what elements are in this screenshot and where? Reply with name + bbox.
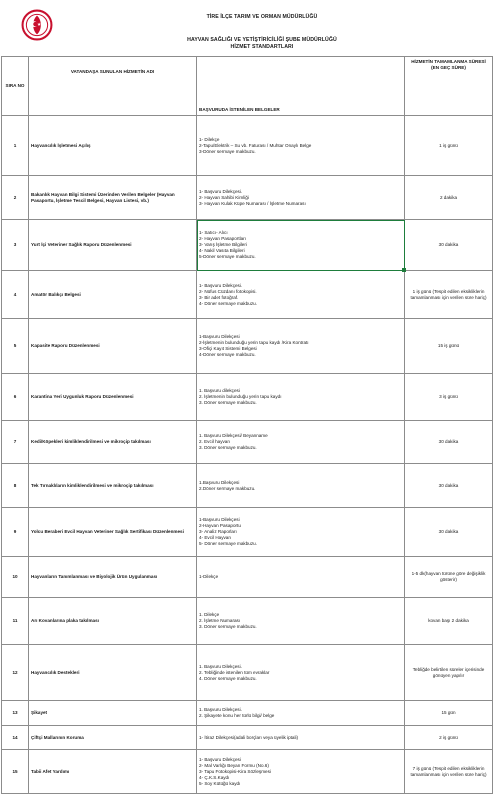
document-item: 3-Ofiçi Kayıt Sistemi Belgesi	[199, 346, 257, 351]
table-row	[2, 271, 493, 319]
document-item: 4- Evcil Hayvan	[199, 535, 231, 540]
document-item: 1. Dilekçe	[199, 612, 220, 617]
document-item: 2. İşletme Numarası	[199, 618, 241, 623]
service-name: Kapasite Raporu Düzenlenmesi	[29, 319, 197, 374]
table-row	[2, 645, 493, 701]
required-documents[interactable]	[197, 421, 405, 464]
document-item: 5- Soy Kütüğü kaydı	[199, 780, 241, 786]
table-row	[2, 319, 493, 374]
required-documents[interactable]	[197, 271, 405, 319]
document-item: 1- Başvuru Dilekçesi	[199, 756, 241, 762]
completion-time: 2 dakika	[405, 176, 493, 220]
completion-time: 30 dakika	[405, 464, 493, 508]
table-row	[2, 726, 493, 750]
table-row	[2, 557, 493, 598]
ministry-logo	[20, 8, 54, 42]
document-item: 1-Başvuru Dilekçesi	[199, 334, 240, 339]
row-number: 13	[2, 701, 29, 726]
document-item: 2-Tapu/Elektrik – Su vb. Faturası / Muhtar Onaylı Belge	[199, 142, 312, 148]
completion-time: 7 iş günü (Tespit edilen eksikliklerin tamamlanması için verilen süre hariç)	[405, 750, 493, 794]
document-item: 4-Döner sermaye makbuzu.	[199, 352, 256, 357]
completion-time: 1 iş günü	[405, 116, 493, 176]
required-documents[interactable]	[197, 374, 405, 421]
page-subtitle: HİZMET STANDARTLARI	[230, 44, 294, 50]
document-item: 1- Dilekçe	[199, 136, 220, 142]
document-item: 2- Mal Varlığı Beyan Formu (No.6)	[199, 762, 269, 768]
document-item: 4- Döner sermaye makbuzu.	[199, 300, 257, 306]
document-item: 1. Başvuru Dilekçesi/ Beyanname	[199, 433, 268, 438]
document-item: 2- Nüfus Cüzdanı fotokopisi.	[199, 288, 257, 294]
row-number: 1	[2, 116, 29, 176]
document-item: 1- Başvuru Dilekçesi.	[199, 282, 243, 288]
completion-time: 1 iş günü (Tespit edilen eksikliklerin tamamlanması için verilen süre hariç)	[405, 271, 493, 319]
service-name: Hayvancılık İşletmesi Açılış	[29, 116, 197, 176]
document-item: 1. Başvuru Dilekçesi.	[199, 663, 242, 669]
document-item: 1- İtiraz Dilekçesi(adali borçları veya üyelik iptali)	[199, 734, 299, 740]
row-number: 7	[2, 421, 29, 464]
document-item: 2.Döner sermaye makbuzu.	[199, 485, 256, 491]
row-number: 10	[2, 557, 29, 598]
service-name: Karantina Yeri Uygunluk Raporu Düzenlenmesi	[29, 374, 197, 421]
service-name: Hayvanların Tanımlanması ve Biyolojik Ürün Uygulanması	[29, 557, 197, 598]
required-documents[interactable]	[197, 220, 405, 271]
service-name: Arı Kovanlarına plaka takılması	[29, 598, 197, 645]
service-name: Hayvancılık Destekleri	[29, 645, 197, 701]
service-name: Çiftçi Mallarının Koruma	[29, 726, 197, 750]
required-documents[interactable]	[197, 508, 405, 557]
document-item: 1.Başvuru Dilekçesi	[199, 479, 240, 485]
required-documents[interactable]	[197, 598, 405, 645]
document-item: 3- Varış İşletme Bilgileri	[199, 242, 247, 247]
table-row	[2, 374, 493, 421]
document-item: 3-Döner sermaye makbuzu.	[199, 148, 256, 154]
required-documents[interactable]	[197, 176, 405, 220]
table-row	[2, 598, 493, 645]
service-name: Şikayet	[29, 701, 197, 726]
row-number: 11	[2, 598, 29, 645]
table-row	[2, 220, 493, 271]
table-row	[2, 750, 493, 794]
table-body	[2, 116, 493, 794]
row-number: 3	[2, 220, 29, 271]
row-number: 4	[2, 271, 29, 319]
service-name: Tabii Afet Yardımı	[29, 750, 197, 794]
document-item: 4- Ç.K.S.Kaydı	[199, 774, 230, 780]
table-row	[2, 464, 493, 508]
row-number: 15	[2, 750, 29, 794]
row-number: 12	[2, 645, 29, 701]
document-item: 3. Döner sermaye makbuzu.	[199, 400, 257, 405]
document-item: 2- Hayvan Pasaportları	[199, 236, 246, 241]
completion-time: 30 dakika	[405, 508, 493, 557]
service-name: Yolcu Beraberi Evcil Hayvan Veteriner Sağlık Sertifikası Düzenlenmesi	[29, 508, 197, 557]
document-item: 2-İşletmenin bulunduğu yerin tapu kaydı /Kira Kontratı	[199, 340, 309, 345]
completion-time: 15 iş günü	[405, 319, 493, 374]
document-item: 3- Analiz Raporları	[199, 529, 237, 534]
row-number: 14	[2, 726, 29, 750]
document-item: 1- Satıcı- Alıcı	[199, 230, 228, 235]
service-name: Yurt İçi Veteriner Sağlık Raporu Düzenlenmesi	[29, 220, 197, 271]
required-documents[interactable]	[197, 726, 405, 750]
completion-time: 30 dakika	[405, 421, 493, 464]
service-name: Bakanlık Hayvan Bilgi Sistemi Üzerinden Verilen Belgeler (Hayvan Pasaportu, İşletme Tescil Belgesi, Hayvan Listesi, vb.)	[29, 176, 197, 220]
document-item: 3- Bir adet fotoğraf.	[199, 294, 239, 300]
document-item: 2. Şikayete konu her türlü bilgi/ belge	[199, 713, 275, 718]
document-item: 2-Hayvan Pasaportu	[199, 523, 241, 528]
required-documents[interactable]	[197, 645, 405, 701]
required-documents[interactable]	[197, 319, 405, 374]
service-name: Kedi/Köpekleri kimliklendirilmesi ve mikroçip takılması	[29, 421, 197, 464]
document-item: 1-Dilekçe	[199, 574, 219, 579]
column-header-no: SIRA NO	[2, 57, 29, 116]
table-row	[2, 701, 493, 726]
service-standards-table	[1, 56, 493, 794]
document-item: 4- Nakil Vasıta Bilgileri	[199, 248, 245, 253]
document-item: 5- Döner sermaye makbuzu.	[199, 541, 257, 546]
required-documents[interactable]	[197, 701, 405, 726]
document-item: 4. Döner sermaye makbuzu.	[199, 675, 257, 681]
table-row	[2, 176, 493, 220]
document-item: 3. Döner sermaye makbuzu.	[199, 445, 257, 450]
document-item: 1-Başvuru Dilekçesi	[199, 517, 240, 522]
completion-time: Tebliğde belirtilen süreler içerisinde gönüyen yapılır	[405, 645, 493, 701]
required-documents[interactable]	[197, 116, 405, 176]
directorate-title: TİRE İLÇE TARIM VE ORMAN MÜDÜRLÜĞÜ	[206, 14, 318, 20]
document-item: 3- Hayvan Kulak Küpe Numarası / İşletme Numarası	[199, 200, 306, 206]
completion-time: kovan başı 2 dakika	[405, 598, 493, 645]
document-item: 3- Tapu Fotokopisi-Kira Sözleşmesi	[199, 768, 271, 774]
document-item: 1- Başvuru Dilekçesi.	[199, 188, 243, 194]
row-number: 9	[2, 508, 29, 557]
required-documents[interactable]	[197, 750, 405, 794]
required-documents[interactable]	[197, 464, 405, 508]
document-item: 2. İşletmenin bulunduğu yerin tapu kaydı	[199, 394, 282, 399]
table-header-row	[2, 57, 493, 116]
branch-title: HAYVAN SAĞLIĞI VE YETİŞTİRİCİLİĞİ ŞUBE MÜDÜRLÜĞÜ	[187, 37, 337, 43]
row-number: 2	[2, 176, 29, 220]
document-item: 1. Başvuru Dilekçesi.	[199, 707, 242, 712]
document-item: 2- Hayvan Sahibi Kimliği	[199, 194, 249, 200]
completion-time: 3 iş günü	[405, 374, 493, 421]
completion-time: 30 dakika	[405, 220, 493, 271]
service-name: Tek Tırnaklıların kimliklendirilmesi ve mikroçip takılması	[29, 464, 197, 508]
completion-time: 15 gün	[405, 701, 493, 726]
column-header-completion-time: HİZMETİN TAMAMLANMA SÜRESİ (EN GEÇ SÜRE)	[405, 57, 493, 116]
document-item: 5-Döner sermaye makbuzu.	[199, 254, 256, 259]
document-item: 2. Evcil hayvan	[199, 439, 230, 444]
document-item: 3. Döner sermaye makbuzu.	[199, 624, 257, 629]
column-header-service: VATANDAŞA SUNULAN HİZMETİN ADI	[29, 57, 197, 116]
service-name: Amatör Balıkçı Belgesi	[29, 271, 197, 319]
required-documents[interactable]	[197, 557, 405, 598]
table-row	[2, 116, 493, 176]
document-item: 2. Tebliğinde istenilen tüm evraklar	[199, 669, 270, 675]
cell-fill-handle[interactable]	[402, 268, 406, 272]
column-header-documents: BAŞVURUDA İSTENİLEN BELGELER	[197, 57, 405, 116]
row-number: 5	[2, 319, 29, 374]
document-item: 1. Başvuru dilekçesi	[199, 388, 240, 393]
completion-time: 1-5 dk(hayvan türüne göre değişiklik gösterir)	[405, 557, 493, 598]
table-row	[2, 421, 493, 464]
table-row	[2, 508, 493, 557]
row-number: 6	[2, 374, 29, 421]
completion-time: 2 iş günü	[405, 726, 493, 750]
row-number: 8	[2, 464, 29, 508]
